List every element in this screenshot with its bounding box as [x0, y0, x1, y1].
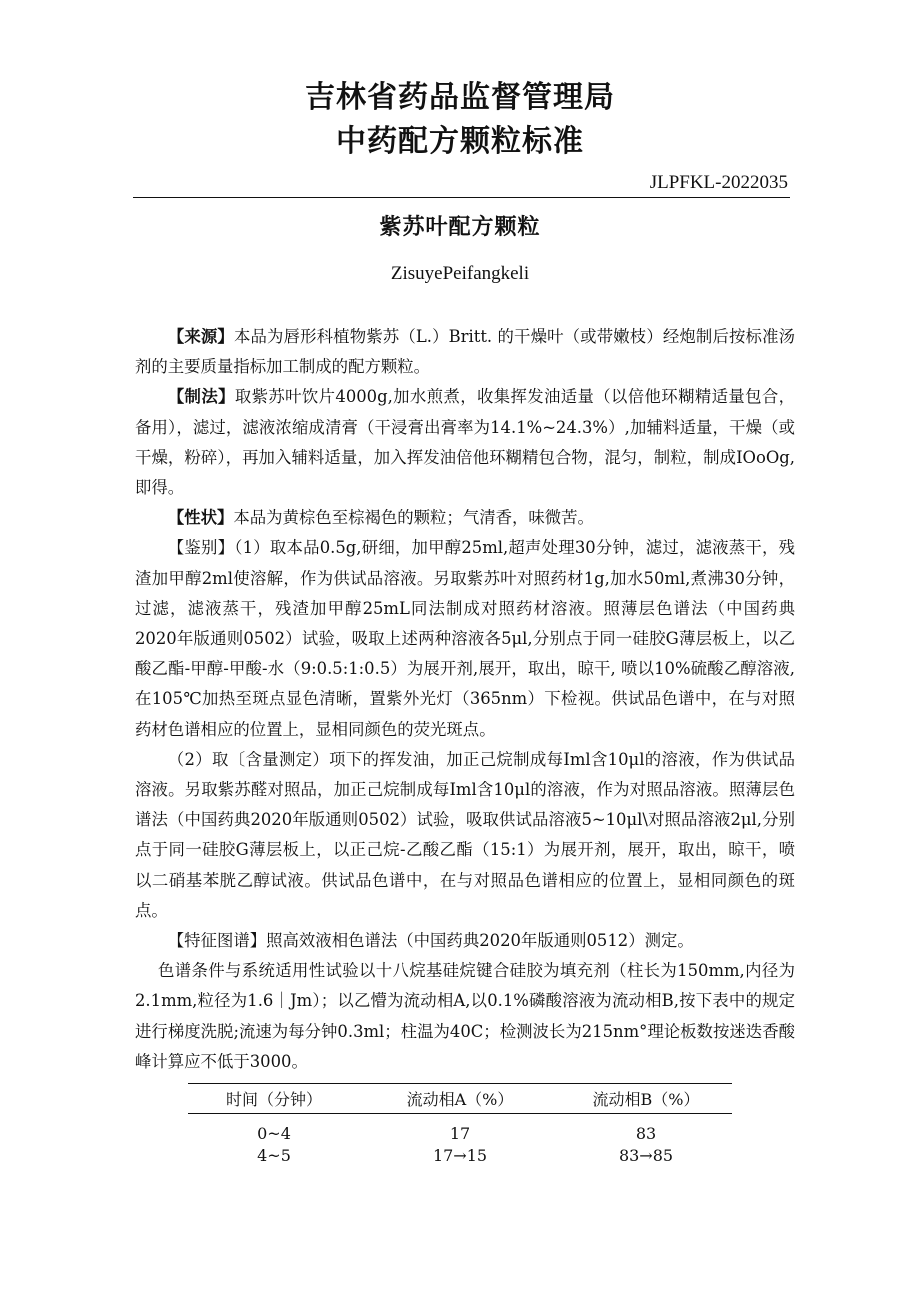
column-header: 流动相B（%）: [560, 1084, 732, 1114]
org-title-line2: 中药配方颗粒标准: [336, 124, 584, 159]
section-preparation: [135, 382, 795, 503]
standard-pinyin: ZisuyePeifangkeli: [390, 263, 530, 284]
org-title-line1: 吉林省药品监督管理局: [305, 80, 615, 115]
section-text: 本品为黄棕色至棕褐色的颗粒；气清香，味微苦。: [233, 508, 594, 528]
section-fingerprint-conditions: [135, 956, 795, 1077]
table-cell: 0~4: [257, 1123, 291, 1143]
table-cell: 4~5: [257, 1145, 291, 1165]
section-identification-2: [135, 745, 795, 926]
section-label: 【来源】: [167, 327, 234, 346]
column-header: 流动相A（%）: [360, 1084, 560, 1114]
section-label: 【性状】: [167, 508, 234, 528]
section-identification: [135, 533, 795, 744]
section-text: 照高效液相色谱法（中国药典2020年版通则0512）测定。: [266, 931, 694, 951]
table-cell: 83: [635, 1123, 657, 1143]
document-code: JLPFKL-2022035: [649, 172, 788, 193]
section-text: （1）取本品0.5g,研细，加甲醇25ml,超声处理30分钟，滤过，滤液蒸干，残渣加甲醇2ml使溶解，作为供试品溶液。另取紫苏叶对照药材1g,加水50ml,煮沸30分钟，过滤，滤液蒸干，残渣加甲醇25mL同法制成对照药材溶液。照薄层色谱法（中国药典2020年版通则0502）试验，吸取上述两种溶液各5μl,分别点于同一硅胶G薄层板上，以乙酸乙酯-甲醇-甲酸-水（9:0.5:1:0.5）为展开剂,展开，取出，晾干, 喷以10%硫酸乙醇溶液, 在105℃加热至斑点显色清晰，置紫外光灯（365nm）下检视。供试品色谱中，在与对照药材色谱相应的位置上，显相同颜色的荧光斑点。: [135, 538, 796, 739]
section-character: [135, 503, 795, 533]
section-label: 【特征图谱】: [167, 931, 267, 951]
gradient-table-wrap: [188, 1083, 732, 1166]
gradient-table: [188, 1083, 732, 1166]
table-cell: 83→85: [618, 1145, 674, 1165]
table-cell: 17→15: [432, 1145, 488, 1165]
section-label: 【制法】: [167, 387, 235, 407]
section-source: [135, 322, 795, 382]
section-fingerprint: [135, 926, 795, 956]
table-header-row: [188, 1084, 732, 1114]
section-text: 色谱条件与系统适用性试验以十八烷基硅烷键合硅胶为填充剂（柱长为150mm,内径为2.1mm,粒径为1.6｜Jm）；以乙懵为流动相A,以0.1%磷酸溶液为流动相B,按下表中的规定进行梯度洗脱;流速为每分钟0.3ml；柱温为40C；检测波长为215nm°理论板数按迷迭香酸峰计算应不低于3000。: [135, 961, 795, 1071]
section-text: 本品为唇形科植物紫苏（L.）Britt. 的干燥叶（或带嫩枝）经炮制后按标准汤剂的主要质量指标加工制成的配方颗粒。: [135, 327, 796, 377]
table-row: [188, 1114, 732, 1145]
section-text: 取紫苏叶饮片4000g,加水煎煮，收集挥发油适量（以倍他环糊精适量包合，备用），滤过，滤液浓缩成清膏（干浸膏出膏率为14.1%~24.3%）,加辅料适量，干燥（或干燥，粉碎），再加入辅料适量，加入挥发油倍他环糊精包合物，混匀，制粒，制成IOoOg,即得。: [135, 387, 796, 498]
document-body: [135, 322, 795, 1077]
column-header: 时间（分钟）: [188, 1084, 360, 1114]
section-text: （2）取〔含量测定）项下的挥发油，加正己烷制成每Iml含10μl的溶液，作为供试品溶液。另取紫苏醛对照品，加正己烷制成每Iml含10μl的溶液，作为对照品溶液。照薄层色谱法（中国药典2020年版通则0502）试验，吸取供试品溶液5~10μl\对照品溶液2μl,分别点于同一硅胶G薄层板上，以正己烷-乙酸乙酯（15:1）为展开剂，展开，取出，晾干，喷以二硝基苯胱乙醇试液。供试品色谱中，在与对照品色谱相应的位置上，显相同颜色的斑点。: [135, 749, 795, 920]
standard-title: 紫苏叶配方颗粒: [379, 215, 541, 240]
section-label: 【鉴别】: [167, 538, 235, 558]
header-divider: [133, 197, 790, 198]
table-row: [188, 1144, 732, 1166]
table-cell: 17: [449, 1123, 471, 1143]
